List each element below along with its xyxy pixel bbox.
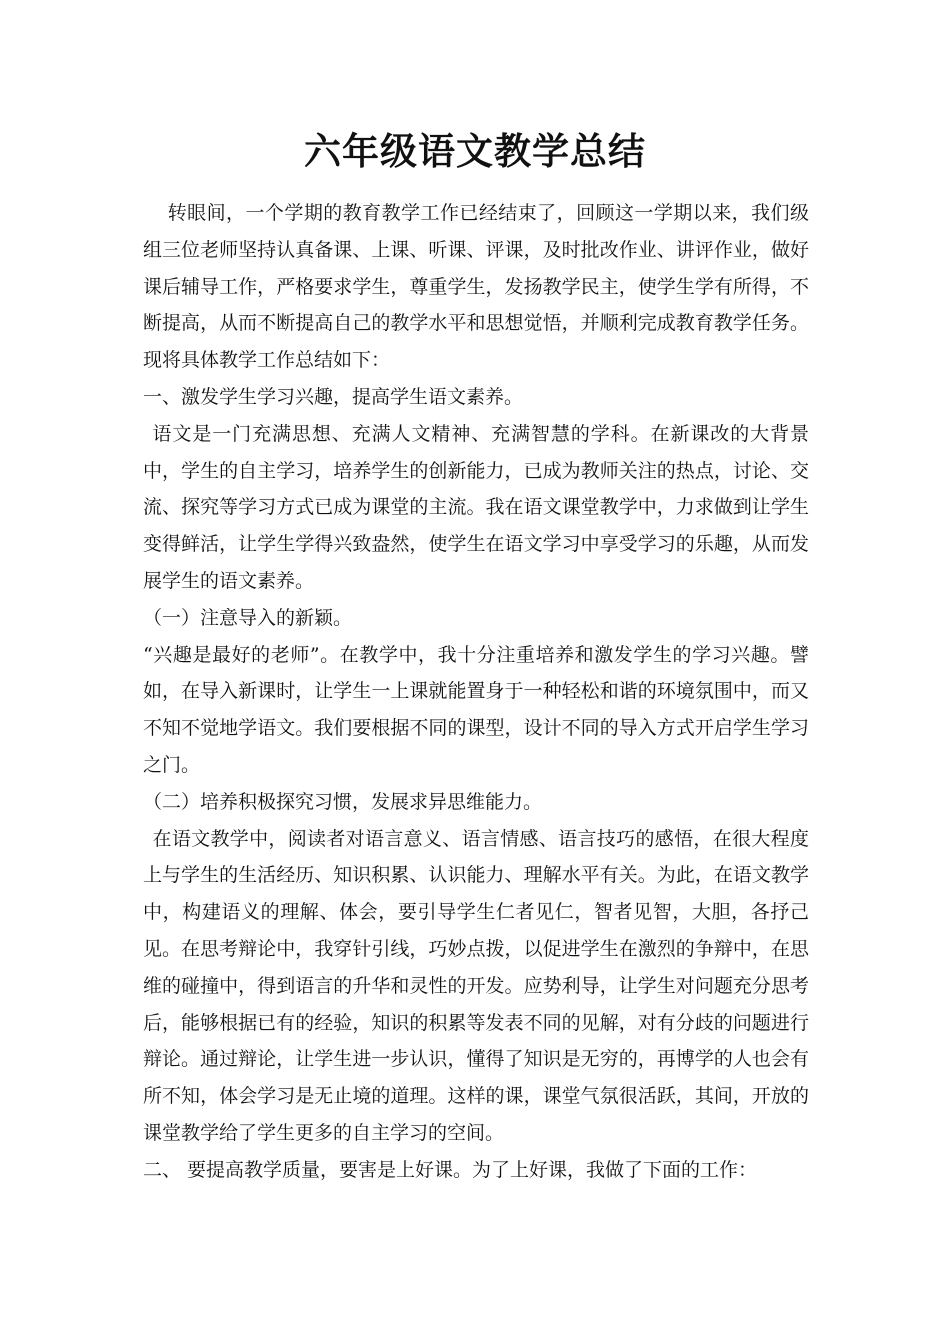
section-1-paragraph: 语文是一门充满思想、充满人文精神、充满智慧的学科。在新课改的大背景中，学生的自主学习，培养学生的创新能力，已成为教师关注的热点，讨论、交流、探究等学习方式已成为课堂的主流。我在语文课堂教学中，力求做到让学生变得鲜活，让学生学得兴致盎然，使学生在语文学习中享受学习的乐趣，从而发展学生的语文素养。: [143, 422, 809, 592]
document-title: 六年级语文教学总结: [304, 129, 646, 173]
intro-paragraph: 转眼间，一个学期的教育教学工作已经结束了，回顾这一学期以来，我们级组三位老师坚持认真备课、上课、听课、评课，及时批改作业、讲评作业，做好课后辅导工作，严格要求学生，尊重学生，发扬教学民主，使学生学有所得，不断提高，从而不断提高自己的教学水平和思想觉悟，并顺利完成教育教学任务。现将具体教学工作总结如下：: [143, 202, 809, 372]
section-heading-1: 一、激发学生学习兴趣，提高学生语文素养。: [143, 385, 524, 408]
section-heading-2: 二、 要提高教学质量，要害是上好课。为了上好课，我做了下面的工作：: [143, 1158, 758, 1181]
subsection-heading-1: （一）注意导入的新颖。: [143, 606, 353, 629]
document-body: [143, 195, 809, 1189]
subsection-1-paragraph: “兴趣是最好的老师”。在教学中，我十分注重培养和激发学生的学习兴趣。譬如，在导入新课时，让学生一上课就能置身于一种轻松和谐的环境氛围中，而又不知不觉地学语文。我们要根据不同的课型，设计不同的导入方式开启学生学习之门。: [143, 643, 809, 776]
subsection-heading-2: （二）培养积极探究习惯，发展求异思维能力。: [143, 790, 543, 813]
subsection-2-paragraph: 在语文教学中，阅读者对语言意义、语言情感、语言技巧的感悟，在很大程度上与学生的生活经历、知识积累、认识能力、理解水平有关。为此，在语文教学中，构建语义的理解、体会，要引导学生仁者见仁，智者见智，大胆，各抒己见。在思考辩论中，我穿针引线，巧妙点拨，以促进学生在激烈的争辩中，在思维的碰撞中，得到语言的升华和灵性的开发。应势利导，让学生对问题充分思考后，能够根据已有的经验，知识的积累等发表不同的见解，对有分歧的问题进行辩论。通过辩论，让学生进一步认识，懂得了知识是无穷的，再博学的人也会有所不知，体会学习是无止境的道理。这样的课，课堂气氛很活跃，其间，开放的课堂教学给了学生更多的自主学习的空间。: [143, 827, 809, 1144]
